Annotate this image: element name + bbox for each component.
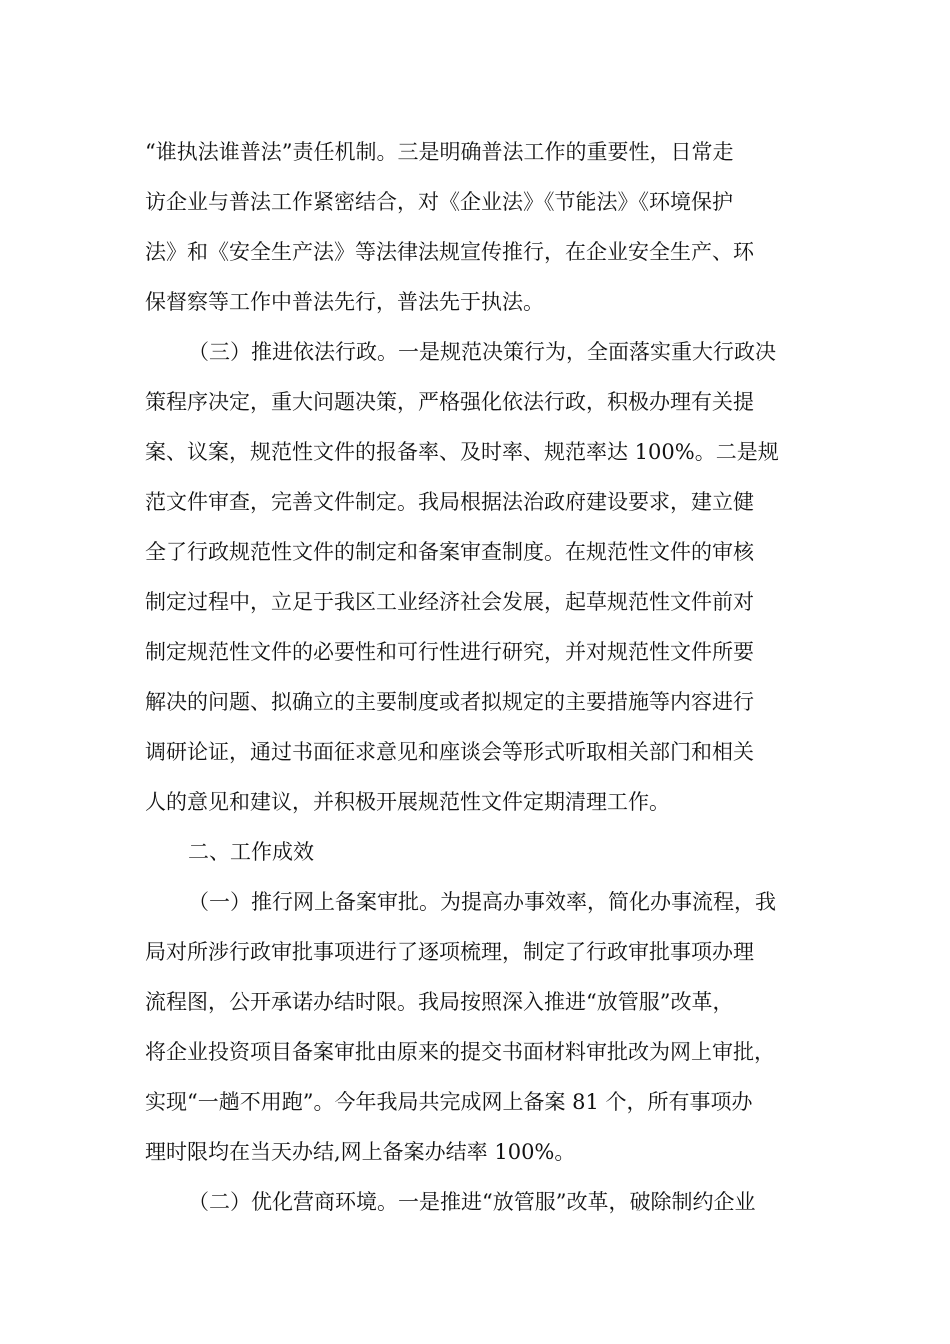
text-line: 将企业投资项目备案审批由原来的提交书面材料审批改为网上审批， bbox=[145, 1040, 775, 1064]
text-line: 保督察等工作中普法先行，普法先于执法。 bbox=[145, 290, 544, 314]
text-line: 案、议案，规范性文件的报备率、及时率、规范率达 100%。二是规 bbox=[145, 440, 779, 464]
text-line: 调研论证，通过书面征求意见和座谈会等形式听取相关部门和相关 bbox=[145, 740, 754, 764]
text-line: 制定规范性文件的必要性和可行性进行研究，并对规范性文件所要 bbox=[145, 640, 754, 664]
section-heading: 二、工作成效 bbox=[188, 840, 314, 864]
text-line: （一）推行网上备案审批。为提高办事效率，简化办事流程，我 bbox=[188, 890, 776, 914]
text-line: 理时限均在当天办结,网上备案办结率 100%。 bbox=[145, 1140, 576, 1164]
text-line: 制定过程中，立足于我区工业经济社会发展，起草规范性文件前对 bbox=[145, 590, 754, 614]
text-line: （二）优化营商环境。一是推进“放管服”改革，破除制约企业 bbox=[188, 1190, 756, 1214]
text-line: 全了行政规范性文件的制定和备案审查制度。在规范性文件的审核 bbox=[145, 540, 754, 564]
text-line: 实现“一趟不用跑”。今年我局共完成网上备案 81 个，所有事项办 bbox=[145, 1090, 753, 1114]
text-line: 人的意见和建议，并积极开展规范性文件定期清理工作。 bbox=[145, 790, 670, 814]
text-line: 法》和《安全生产法》等法律法规宣传推行，在企业安全生产、环 bbox=[145, 240, 754, 264]
text-line: （三）推进依法行政。一是规范决策行为，全面落实重大行政决 bbox=[188, 340, 776, 364]
text-line: 访企业与普法工作紧密结合，对《企业法》《节能法》《环境保护 bbox=[145, 190, 733, 214]
text-line: 局对所涉行政审批事项进行了逐项梳理，制定了行政审批事项办理 bbox=[145, 940, 754, 964]
text-line: 解决的问题、拟确立的主要制度或者拟规定的主要措施等内容进行 bbox=[145, 690, 754, 714]
text-line: 策程序决定，重大问题决策，严格强化依法行政，积极办理有关提 bbox=[145, 390, 754, 414]
text-line: 流程图，公开承诺办结时限。我局按照深入推进“放管服”改革， bbox=[145, 990, 734, 1014]
text-line: “谁执法谁普法”责任机制。三是明确普法工作的重要性，日常走 bbox=[145, 140, 734, 164]
text-line: 范文件审查，完善文件制定。我局根据法治政府建设要求，建立健 bbox=[145, 490, 754, 514]
